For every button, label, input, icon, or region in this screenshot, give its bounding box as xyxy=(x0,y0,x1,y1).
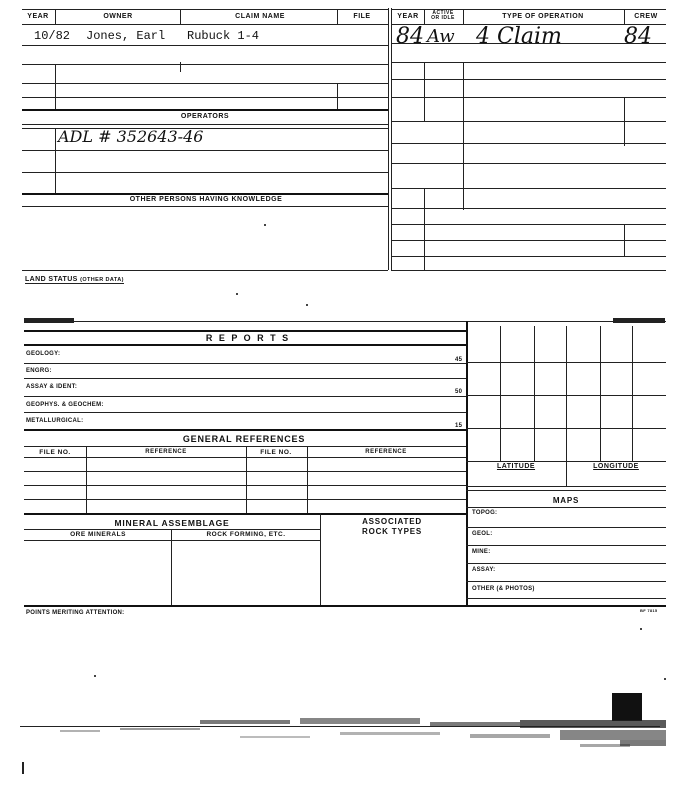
rule xyxy=(466,545,666,546)
col-owner: OWNER xyxy=(103,13,133,20)
rule xyxy=(391,188,666,189)
rule xyxy=(24,429,466,431)
rule xyxy=(24,485,466,486)
rule xyxy=(388,8,389,270)
speck xyxy=(94,675,96,677)
form-code: BF 7815 xyxy=(640,608,658,613)
rule xyxy=(337,9,338,24)
maps-heading: MAPS xyxy=(552,496,580,505)
col-year: YEAR xyxy=(27,13,49,20)
rule xyxy=(424,9,425,24)
rule xyxy=(391,270,666,271)
reports-assay-num: 50 xyxy=(455,389,463,395)
genref-col-reference-2: REFERENCE xyxy=(365,449,407,455)
general-references-heading: GENERAL REFERENCES xyxy=(182,434,306,444)
rule xyxy=(22,150,388,151)
rule xyxy=(24,446,466,447)
rule xyxy=(24,344,466,346)
speck xyxy=(306,304,308,306)
rule xyxy=(600,326,601,461)
scan-noise-band xyxy=(0,700,678,780)
rule xyxy=(320,513,321,606)
rule xyxy=(337,83,338,109)
genref-col-reference-1: REFERENCE xyxy=(145,449,187,455)
rule xyxy=(391,79,666,80)
row1-year: 10/82 xyxy=(34,29,71,43)
rule xyxy=(466,563,666,564)
rule xyxy=(24,363,466,364)
land-status-label xyxy=(25,276,124,284)
speck xyxy=(664,678,666,680)
land-status-sublabel: (OTHER DATA) xyxy=(80,277,124,283)
rule xyxy=(624,98,625,146)
latitude-label: LATITUDE xyxy=(496,463,536,470)
col-file: FILE xyxy=(353,13,371,20)
rule xyxy=(463,62,464,210)
mineral-assemblage-heading: MINERAL ASSEMBLAGE xyxy=(114,518,230,528)
row1-owner: Jones, Earl xyxy=(86,29,166,43)
associated-rock-types-line2: ROCK TYPES xyxy=(361,527,423,536)
rule xyxy=(391,163,666,164)
rule xyxy=(55,128,56,194)
rule xyxy=(22,83,388,84)
rule xyxy=(22,124,388,125)
operators-heading: OPERATORS xyxy=(180,113,230,120)
genref-col-file-no-1: FILE NO. xyxy=(39,449,71,456)
speck xyxy=(236,293,238,295)
reports-geology-label: GEOLOGY: xyxy=(26,351,61,357)
col-ore-minerals: ORE MINERALS xyxy=(70,531,126,538)
rule xyxy=(22,109,388,111)
rule xyxy=(180,62,181,72)
rule xyxy=(86,446,87,513)
rule xyxy=(24,457,466,458)
reports-heading: R E P O R T S xyxy=(205,333,291,343)
speck xyxy=(264,224,266,226)
speck xyxy=(640,628,642,630)
reports-metallurgical-num: 15 xyxy=(455,423,463,429)
rule xyxy=(180,9,181,24)
rule xyxy=(307,446,308,513)
maps-other: OTHER (& PHOTOS) xyxy=(472,586,535,592)
rule xyxy=(22,24,388,25)
rule xyxy=(424,62,425,122)
rule xyxy=(55,64,56,109)
rule xyxy=(22,270,388,271)
maps-mine: MINE: xyxy=(472,549,491,555)
associated-rock-types-line1: ASSOCIATED xyxy=(362,517,422,526)
rule xyxy=(171,529,172,606)
rule xyxy=(500,326,501,461)
rule xyxy=(391,8,392,270)
col-crew: CREW xyxy=(634,13,658,20)
operators-entry: ADL # 352643-46 xyxy=(58,127,204,146)
rule xyxy=(391,62,666,63)
rule xyxy=(566,326,567,486)
maps-assay: ASSAY: xyxy=(472,567,496,573)
row1-claim-name: Rubuck 1-4 xyxy=(187,29,260,43)
land-status-title: LAND STATUS xyxy=(25,276,78,283)
rule xyxy=(22,193,388,195)
right-row1-year: 84 xyxy=(396,24,424,49)
rule xyxy=(24,471,466,472)
rule xyxy=(24,321,666,322)
rule xyxy=(22,172,388,173)
points-meriting-attention: POINTS MERITING ATTENTION: xyxy=(26,610,125,616)
rule xyxy=(22,206,388,207)
rule xyxy=(391,208,666,209)
rule xyxy=(24,529,320,530)
rule xyxy=(624,9,625,24)
rule xyxy=(24,330,466,332)
rule xyxy=(22,97,388,98)
rule xyxy=(466,527,666,528)
rule xyxy=(466,490,666,491)
rule xyxy=(391,43,666,44)
rule xyxy=(463,9,464,24)
reports-metallurgical-label: METALLURGICAL: xyxy=(26,418,84,424)
right-row1-crew: 84 xyxy=(624,24,652,49)
rule xyxy=(24,412,466,413)
col-claim-name: CLAIM NAME xyxy=(235,13,285,20)
rule xyxy=(24,605,666,607)
col-type-of-operation: TYPE OF OPERATION xyxy=(502,13,584,20)
reports-assay-label: ASSAY & IDENT: xyxy=(26,384,78,390)
rule xyxy=(424,188,425,270)
rule xyxy=(24,378,466,379)
rule xyxy=(466,486,666,487)
longitude-label: LONGITUDE xyxy=(593,463,639,470)
rule xyxy=(246,446,247,513)
reports-geophys-label: GEOPHYS. & GEOCHEM: xyxy=(26,402,104,408)
reports-engrg-label: ENGRG: xyxy=(26,368,52,374)
maps-topog: TOPOG: xyxy=(472,510,498,516)
rule xyxy=(22,9,388,10)
rule xyxy=(534,326,535,461)
rule xyxy=(24,396,466,397)
rule xyxy=(466,581,666,582)
genref-col-file-no-2: FILE NO. xyxy=(260,449,292,456)
maps-geol: GEOL: xyxy=(472,531,493,537)
col-active-or-idle: ACTIVE OR IDLE xyxy=(431,10,455,21)
rule xyxy=(466,598,666,599)
rule xyxy=(466,507,666,508)
rule xyxy=(22,45,388,46)
rule xyxy=(632,326,633,461)
col-rock-forming: ROCK FORMING, ETC. xyxy=(206,531,286,538)
rule xyxy=(24,513,466,515)
right-row1-active: Aw xyxy=(427,26,455,47)
col-year-2: YEAR xyxy=(397,13,419,20)
rule xyxy=(624,224,625,256)
right-row1-type: 4 Claim xyxy=(476,24,562,49)
rule xyxy=(24,540,320,541)
rule xyxy=(22,64,388,65)
other-persons-heading: OTHER PERSONS HAVING KNOWLEDGE xyxy=(129,196,283,203)
rule xyxy=(24,499,466,500)
rule xyxy=(55,9,56,24)
rule xyxy=(391,256,666,257)
reports-geology-num: 45 xyxy=(455,357,463,363)
